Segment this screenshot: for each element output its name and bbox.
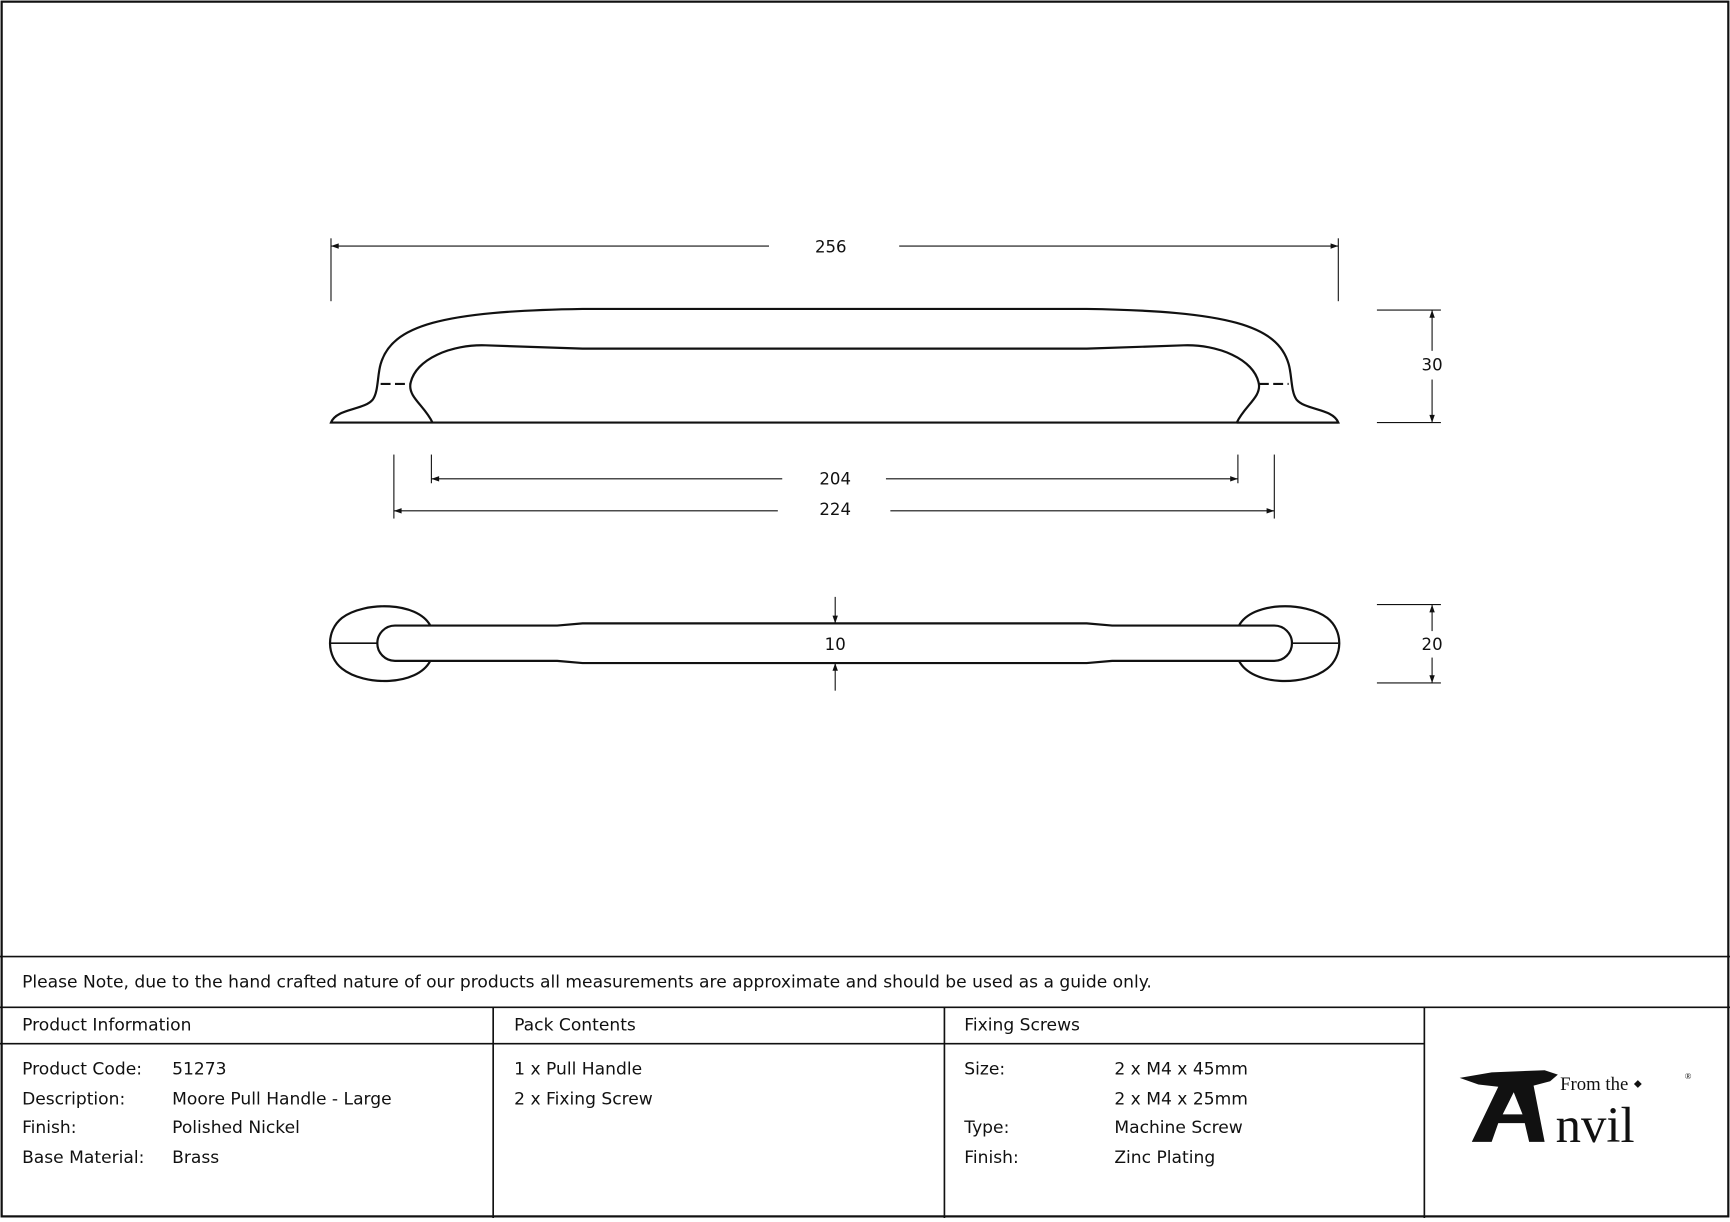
screw-finish-value: Zinc Plating xyxy=(1114,1147,1216,1168)
screw-size-label: Size: xyxy=(964,1059,1006,1080)
fixing-screws-heading: Fixing Screws xyxy=(964,1015,1080,1035)
description-value: Moore Pull Handle - Large xyxy=(172,1088,392,1109)
base-material-value: Brass xyxy=(172,1147,220,1168)
dim-centres-outer: 224 xyxy=(819,500,851,520)
screw-finish-label: Finish: xyxy=(964,1147,1019,1168)
product-code-label: Product Code: xyxy=(22,1059,142,1080)
handle-side-view xyxy=(331,309,1338,423)
product-code-value: 51273 xyxy=(172,1059,227,1080)
svg-text:nvil: nvil xyxy=(1555,1096,1635,1153)
pack-item: 2 x Fixing Screw xyxy=(514,1088,653,1109)
product-information-heading: Product Information xyxy=(22,1015,192,1035)
description-label: Description: xyxy=(22,1088,126,1109)
screw-type-value: Machine Screw xyxy=(1114,1117,1243,1138)
sheet-border xyxy=(2,2,1729,1217)
pack-item: 1 x Pull Handle xyxy=(514,1059,643,1080)
dim-centres-inner: 204 xyxy=(819,469,851,489)
from-the-anvil-logo xyxy=(1460,1070,1692,1153)
dim-height: 30 xyxy=(1421,355,1443,375)
finish-label: Finish: xyxy=(22,1117,77,1138)
dim-overall-length: 256 xyxy=(815,237,847,257)
screw-size-value: 2 x M4 x 45mm xyxy=(1114,1059,1248,1080)
screw-type-label: Type: xyxy=(964,1117,1010,1138)
screw-size-value-2: 2 x M4 x 25mm xyxy=(1114,1088,1248,1109)
svg-text:From the: From the xyxy=(1560,1074,1629,1096)
dim-plate-width: 20 xyxy=(1421,634,1443,654)
svg-text:®: ® xyxy=(1684,1071,1692,1082)
dim-bar-width: 10 xyxy=(824,634,846,654)
pack-contents-heading: Pack Contents xyxy=(514,1015,636,1035)
finish-value: Polished Nickel xyxy=(172,1117,300,1138)
disclaimer-note: Please Note, due to the hand crafted nature of our products all measurements are approximate and should be used as a guide only. xyxy=(22,972,1152,992)
base-material-label: Base Material: xyxy=(22,1147,145,1168)
table-grid xyxy=(0,957,1730,1218)
